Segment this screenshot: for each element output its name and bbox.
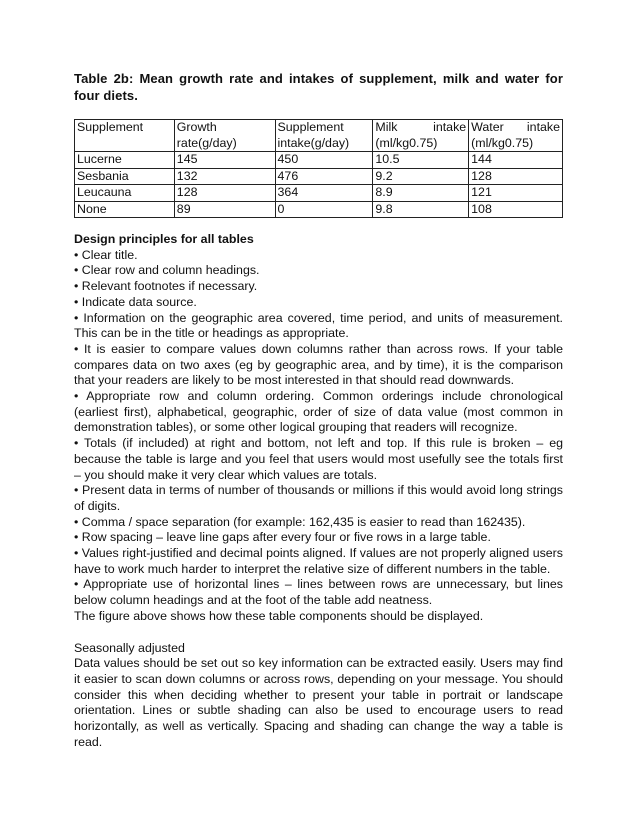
list-item: • Information on the geographic area covered, time period, and units of measurement. This can be in the title or headings as appropriate. bbox=[74, 310, 563, 341]
table-cell: 132 bbox=[174, 168, 275, 185]
table-cell: Sesbania bbox=[75, 168, 175, 185]
header-cell bbox=[174, 120, 275, 152]
table-cell: 89 bbox=[174, 201, 275, 218]
table-cell: 0 bbox=[275, 201, 373, 218]
header-text: Supplement bbox=[277, 120, 344, 134]
header-text: (ml/kg0.75) bbox=[375, 135, 438, 150]
header-text: Supplement bbox=[77, 120, 144, 134]
list-item: • It is easier to compare values down columns rather than across rows. If your table compares data on two axes (eg by geographic area, and by time), it is the comparison that your readers are likely to be most interested in that should read downwards. bbox=[74, 341, 563, 388]
table-cell: 128 bbox=[174, 185, 275, 202]
header-text: (ml/kg0.75) bbox=[471, 135, 534, 150]
document-page bbox=[74, 70, 563, 751]
header-text: rate(g/day) bbox=[176, 135, 237, 150]
closing-note: The figure above shows how these table components should be displayed. bbox=[74, 608, 484, 623]
table-cell: 364 bbox=[275, 185, 373, 202]
table-cell: 8.9 bbox=[373, 185, 469, 202]
list-item: • Clear row and column headings. bbox=[74, 263, 260, 278]
table-cell: 9.2 bbox=[373, 168, 469, 185]
data-table bbox=[74, 119, 563, 218]
table-cell: 10.5 bbox=[373, 152, 469, 169]
list-item: • Appropriate use of horizontal lines – lines between rows are unnecessary, but lines below column headings and at the foot of the table add neatness. bbox=[74, 577, 563, 608]
table-cell: 144 bbox=[469, 152, 563, 169]
table-cell: None bbox=[75, 201, 175, 218]
table-cell: 450 bbox=[275, 152, 373, 169]
section-heading: Seasonally adjusted bbox=[74, 640, 185, 655]
table-cell: Lucerne bbox=[75, 152, 175, 169]
table-cell: 476 bbox=[275, 168, 373, 185]
list-item: • Clear title. bbox=[74, 247, 138, 262]
table-row bbox=[75, 152, 563, 169]
table-cell: 128 bbox=[469, 168, 563, 185]
table-row bbox=[75, 185, 563, 202]
list-item: • Appropriate row and column ordering. Common orderings include chronological (earliest first), alphabetical, geographic, order of size of data value (most common in demonstration tables), or some other logical grouping that readers will recognize. bbox=[74, 389, 563, 435]
header-text: Growth bbox=[176, 120, 217, 134]
header-cell bbox=[469, 120, 563, 152]
table-cell: 145 bbox=[174, 152, 275, 169]
list-item: • Totals (if included) at right and bottom, not left and top. If this rule is broken – eg because the table is large and you feel that users would most usefully see the totals first – you should make it very clear which values are totals. bbox=[74, 436, 563, 482]
header-text: intake(g/day) bbox=[277, 135, 350, 150]
header-cell bbox=[75, 120, 175, 152]
table-cell: 9.8 bbox=[373, 201, 469, 218]
design-principles-section bbox=[74, 232, 563, 625]
table-title: Table 2b: Mean growth rate and intakes of supplement, milk and water for four diets. bbox=[74, 71, 563, 103]
list-item: • Relevant footnotes if necessary. bbox=[74, 279, 258, 294]
section-heading: Design principles for all tables bbox=[74, 232, 254, 246]
header-text: Milk intake bbox=[375, 120, 467, 134]
table-row bbox=[75, 168, 563, 185]
header-text bbox=[77, 136, 172, 152]
table-cell: Leucauna bbox=[75, 185, 175, 202]
header-cell bbox=[275, 120, 373, 152]
header-cell bbox=[373, 120, 469, 152]
table-row bbox=[75, 201, 563, 218]
table-cell: 121 bbox=[469, 185, 563, 202]
seasonally-adjusted-section bbox=[74, 641, 563, 751]
table-cell: 108 bbox=[469, 201, 563, 218]
table-header-row bbox=[75, 120, 563, 152]
list-item: • Row spacing – leave line gaps after every four or five rows in a large table. bbox=[74, 530, 491, 545]
list-item: • Values right-justified and decimal points aligned. If values are not properly aligned users have to work much harder to interpret the relative size of different numbers in the table. bbox=[74, 546, 563, 576]
header-text: Water intake bbox=[471, 120, 560, 134]
list-item: • Indicate data source. bbox=[74, 294, 197, 309]
paragraph: Data values should be set out so key information can be extracted easily. Users may find it easier to scan down columns or across rows, depending on your message. You should consider this when deciding whether to present your table in portrait or landscape orientation. Lines or subtle shading can also be used to encourage users to read horizontally, as well as vertically. Spacing and shading can change the way a table is read. bbox=[74, 656, 563, 749]
list-item: • Comma / space separation (for example: 162,435 is easier to read than 162435). bbox=[74, 514, 526, 529]
list-item: • Present data in terms of number of thousands or millions if this would avoid long strings of digits. bbox=[74, 483, 563, 513]
